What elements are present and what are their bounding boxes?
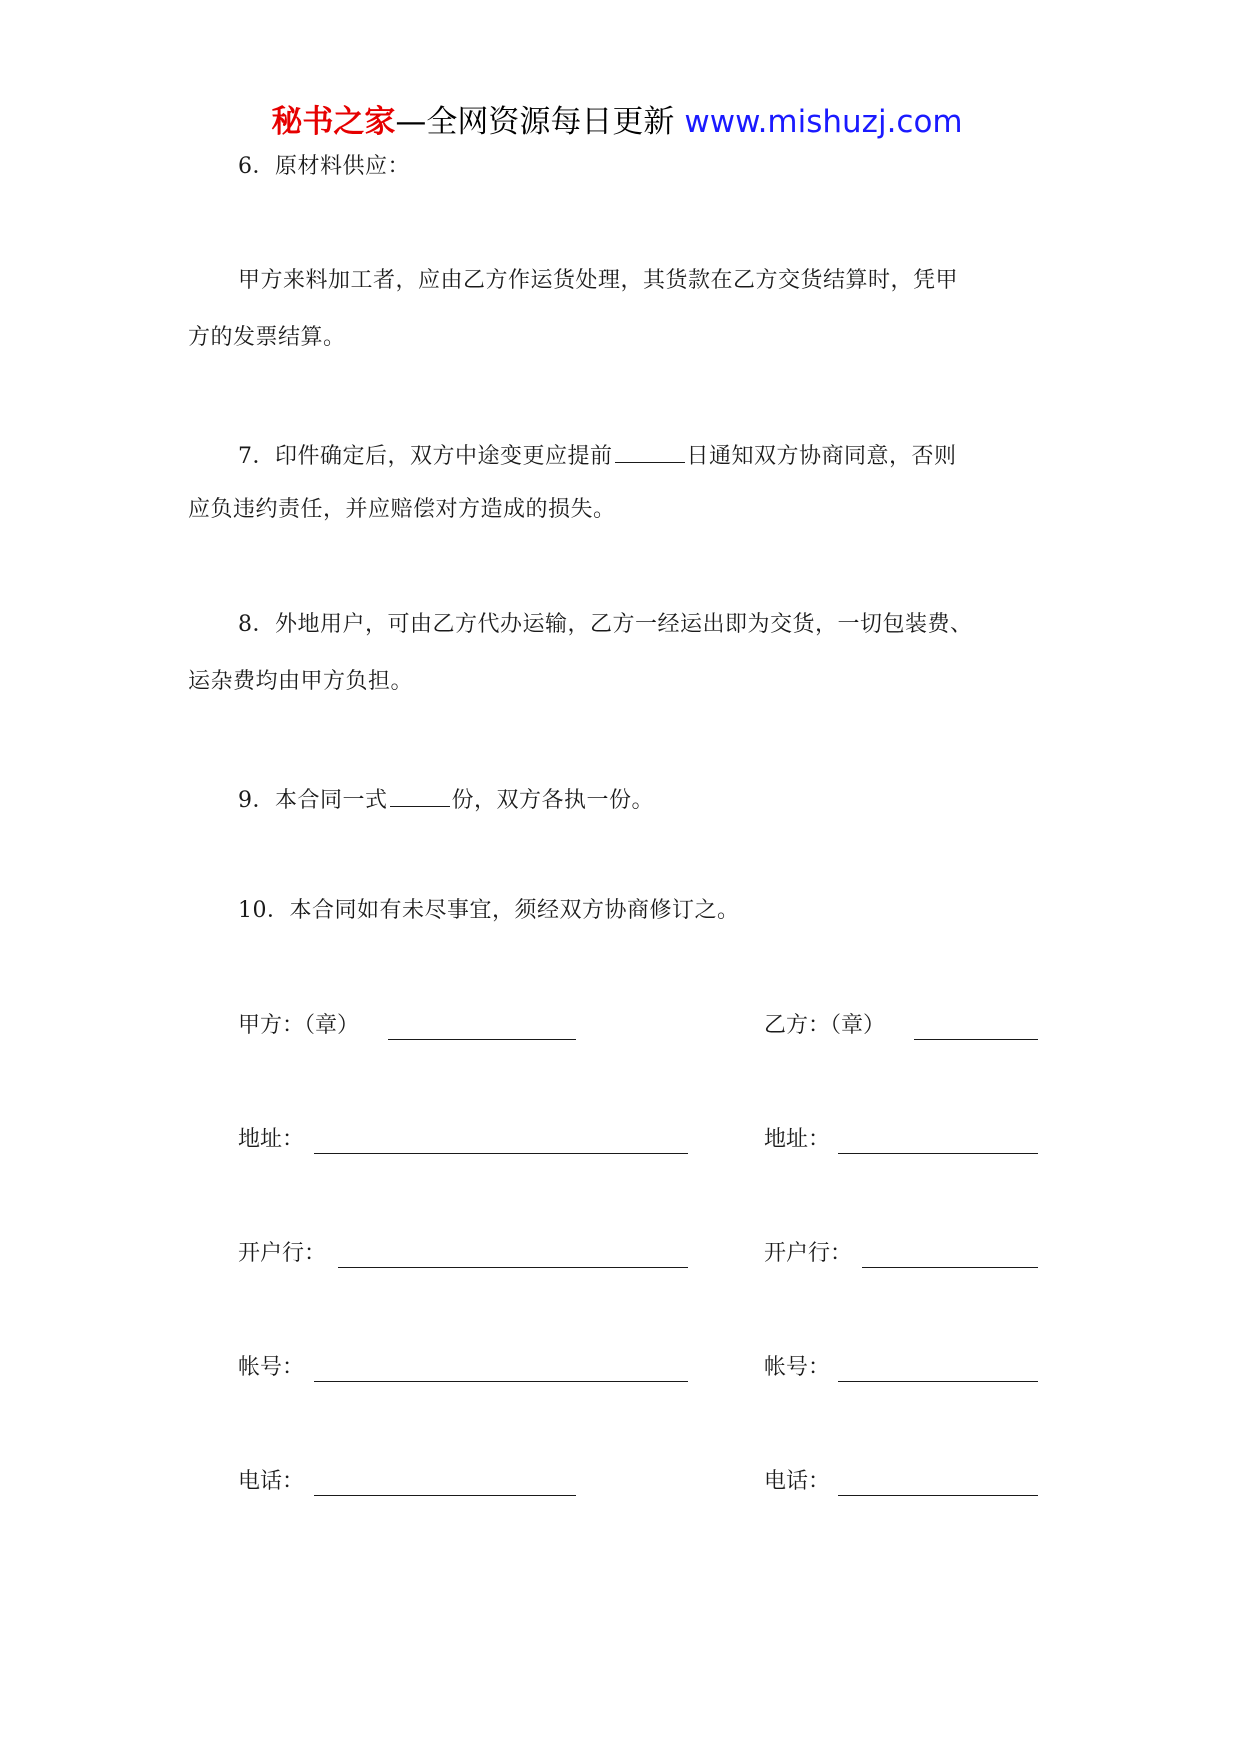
clause-7-text-a: 7．印件确定后，双方中途变更应提前 (238, 444, 613, 469)
clause-9-text-b: 份，双方各执一份。 (451, 788, 655, 813)
header-url[interactable]: www.mishuzj.com (684, 104, 963, 140)
clause-6-title: 6．原材料供应： (238, 154, 410, 179)
party-b-bank-line[interactable] (862, 1267, 1038, 1268)
party-b-phone-line[interactable] (838, 1495, 1038, 1496)
party-a-phone-line[interactable] (314, 1495, 576, 1496)
clause-9-copies-blank[interactable] (390, 782, 450, 807)
site-header-banner (0, 102, 1234, 142)
signature-row-phone (0, 1467, 1234, 1503)
signature-row-account (0, 1353, 1234, 1389)
party-a-account-label: 帐号： (238, 1355, 305, 1380)
party-b-seal-line[interactable] (914, 1039, 1038, 1040)
signature-row-party (0, 1011, 1234, 1047)
clause-6-line-1: 甲方来料加工者，应由乙方作运货处理，其货款在乙方交货结算时，凭甲 (238, 268, 959, 293)
party-a-bank-line[interactable] (338, 1267, 688, 1268)
header-brand: 秘书之家 (271, 104, 396, 140)
signature-row-address (0, 1125, 1234, 1161)
party-a-phone-label: 电话： (238, 1469, 305, 1494)
clause-8-line-2: 运杂费均由甲方负担。 (188, 669, 414, 694)
party-a-address-label: 地址： (238, 1127, 305, 1152)
party-b-account-label: 帐号： (764, 1355, 831, 1380)
clause-8-line-1: 8．外地用户，可由乙方代办运输，乙方一经运出即为交货，一切包装费、 (238, 612, 973, 637)
party-b-address-label: 地址： (764, 1127, 831, 1152)
party-a-seal-line[interactable] (388, 1039, 576, 1040)
clause-7-line-2: 应负违约责任，并应赔偿对方造成的损失。 (188, 497, 616, 522)
party-b-bank-label: 开户行： (764, 1241, 853, 1266)
signature-row-bank (0, 1239, 1234, 1275)
party-b-address-line[interactable] (838, 1153, 1038, 1154)
clause-7-line-1 (238, 438, 957, 472)
clause-7-text-b: 日通知双方协商同意，否则 (686, 444, 957, 469)
clause-6-line-2: 方的发票结算。 (188, 325, 346, 350)
clause-10: 10．本合同如有未尽事宜，须经双方协商修订之。 (238, 898, 740, 923)
party-b-label: 乙方：（章） (764, 1013, 886, 1038)
clause-9-text-a: 9．本合同一式 (238, 788, 388, 813)
party-a-account-line[interactable] (314, 1381, 688, 1382)
party-b-account-line[interactable] (838, 1381, 1038, 1382)
header-tagline: —全网资源每日更新 (395, 104, 675, 140)
party-a-label: 甲方：（章） (238, 1013, 360, 1038)
party-a-bank-label: 开户行： (238, 1241, 327, 1266)
clause-9 (238, 782, 654, 816)
party-a-address-line[interactable] (314, 1153, 688, 1154)
party-b-phone-label: 电话： (764, 1469, 831, 1494)
clause-7-days-blank[interactable] (615, 438, 685, 463)
